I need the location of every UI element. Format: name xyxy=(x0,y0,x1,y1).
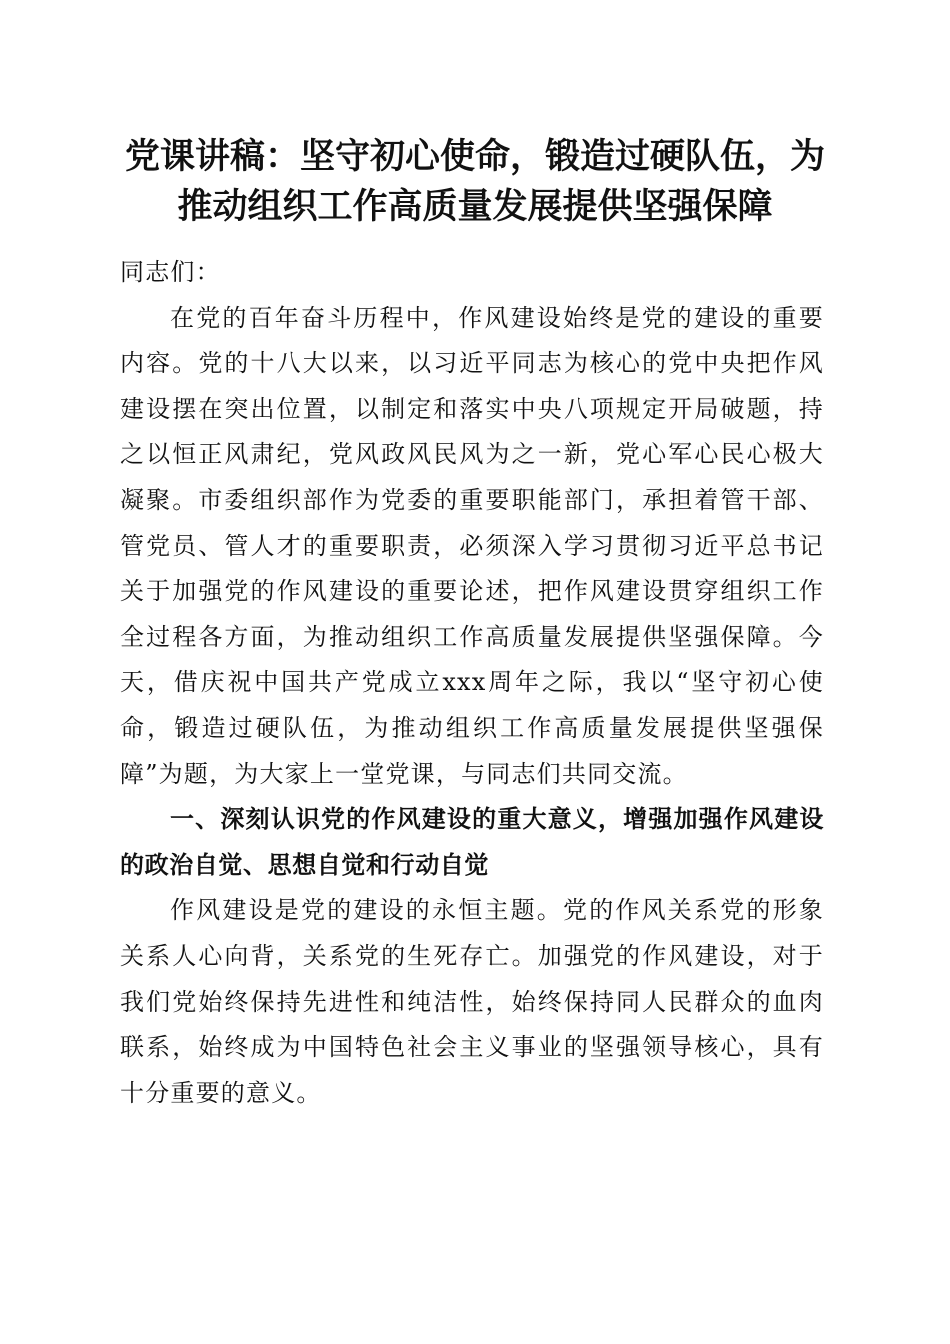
title-line-2: 推动组织工作高质量发展提供坚强保障 xyxy=(177,187,773,227)
greeting: 同志们： xyxy=(120,258,221,286)
paragraph-intro: 在党的百年奋斗历程中，作风建设始终是党的建设的重要内容。党的十八大以来，以习近平同志为核心的党中央把作风建设摆在突出位置，以制定和落实中央八项规定开局破题，持之以恒正风肃纪，党风政风民风为之一新，党心军心民心极大凝聚。市委组织部作为党委的重要职能部门，承担着管干部、管党员、管人才的重要职责，必须深入学习贯彻习近平总书记关于加强党的作风建设的重要论述，把作风建设贯穿组织工作全过程各方面，为推动组织工作高质量发展提供坚强保障。今天，借庆祝中国共产党成立xxx周年之际，我以“坚守初心使命，锻造过硬队伍，为推动组织工作高质量发展提供坚强保障”为题，为大家上一堂党课，与同志们共同交流。 xyxy=(120,303,824,788)
document-title xyxy=(110,132,840,232)
title-line-1: 党课讲稿：坚守初心使命，锻造过硬队伍，为 xyxy=(124,137,825,177)
paragraph-section-1: 作风建设是党的建设的永恒主题。党的作风关系党的形象关系人心向背，关系党的生死存亡。加强党的作风建设，对于我们党始终保持先进性和纯洁性，始终保持同人民群众的血肉联系，始终成为中国特色社会主义事业的坚强领导核心，具有十分重要的意义。 xyxy=(120,896,824,1107)
document-body xyxy=(120,250,824,1116)
section-heading-1: 一、深刻认识党的作风建设的重大意义，增强加强作风建设的政治自觉、思想自觉和行动自觉 xyxy=(120,805,824,879)
